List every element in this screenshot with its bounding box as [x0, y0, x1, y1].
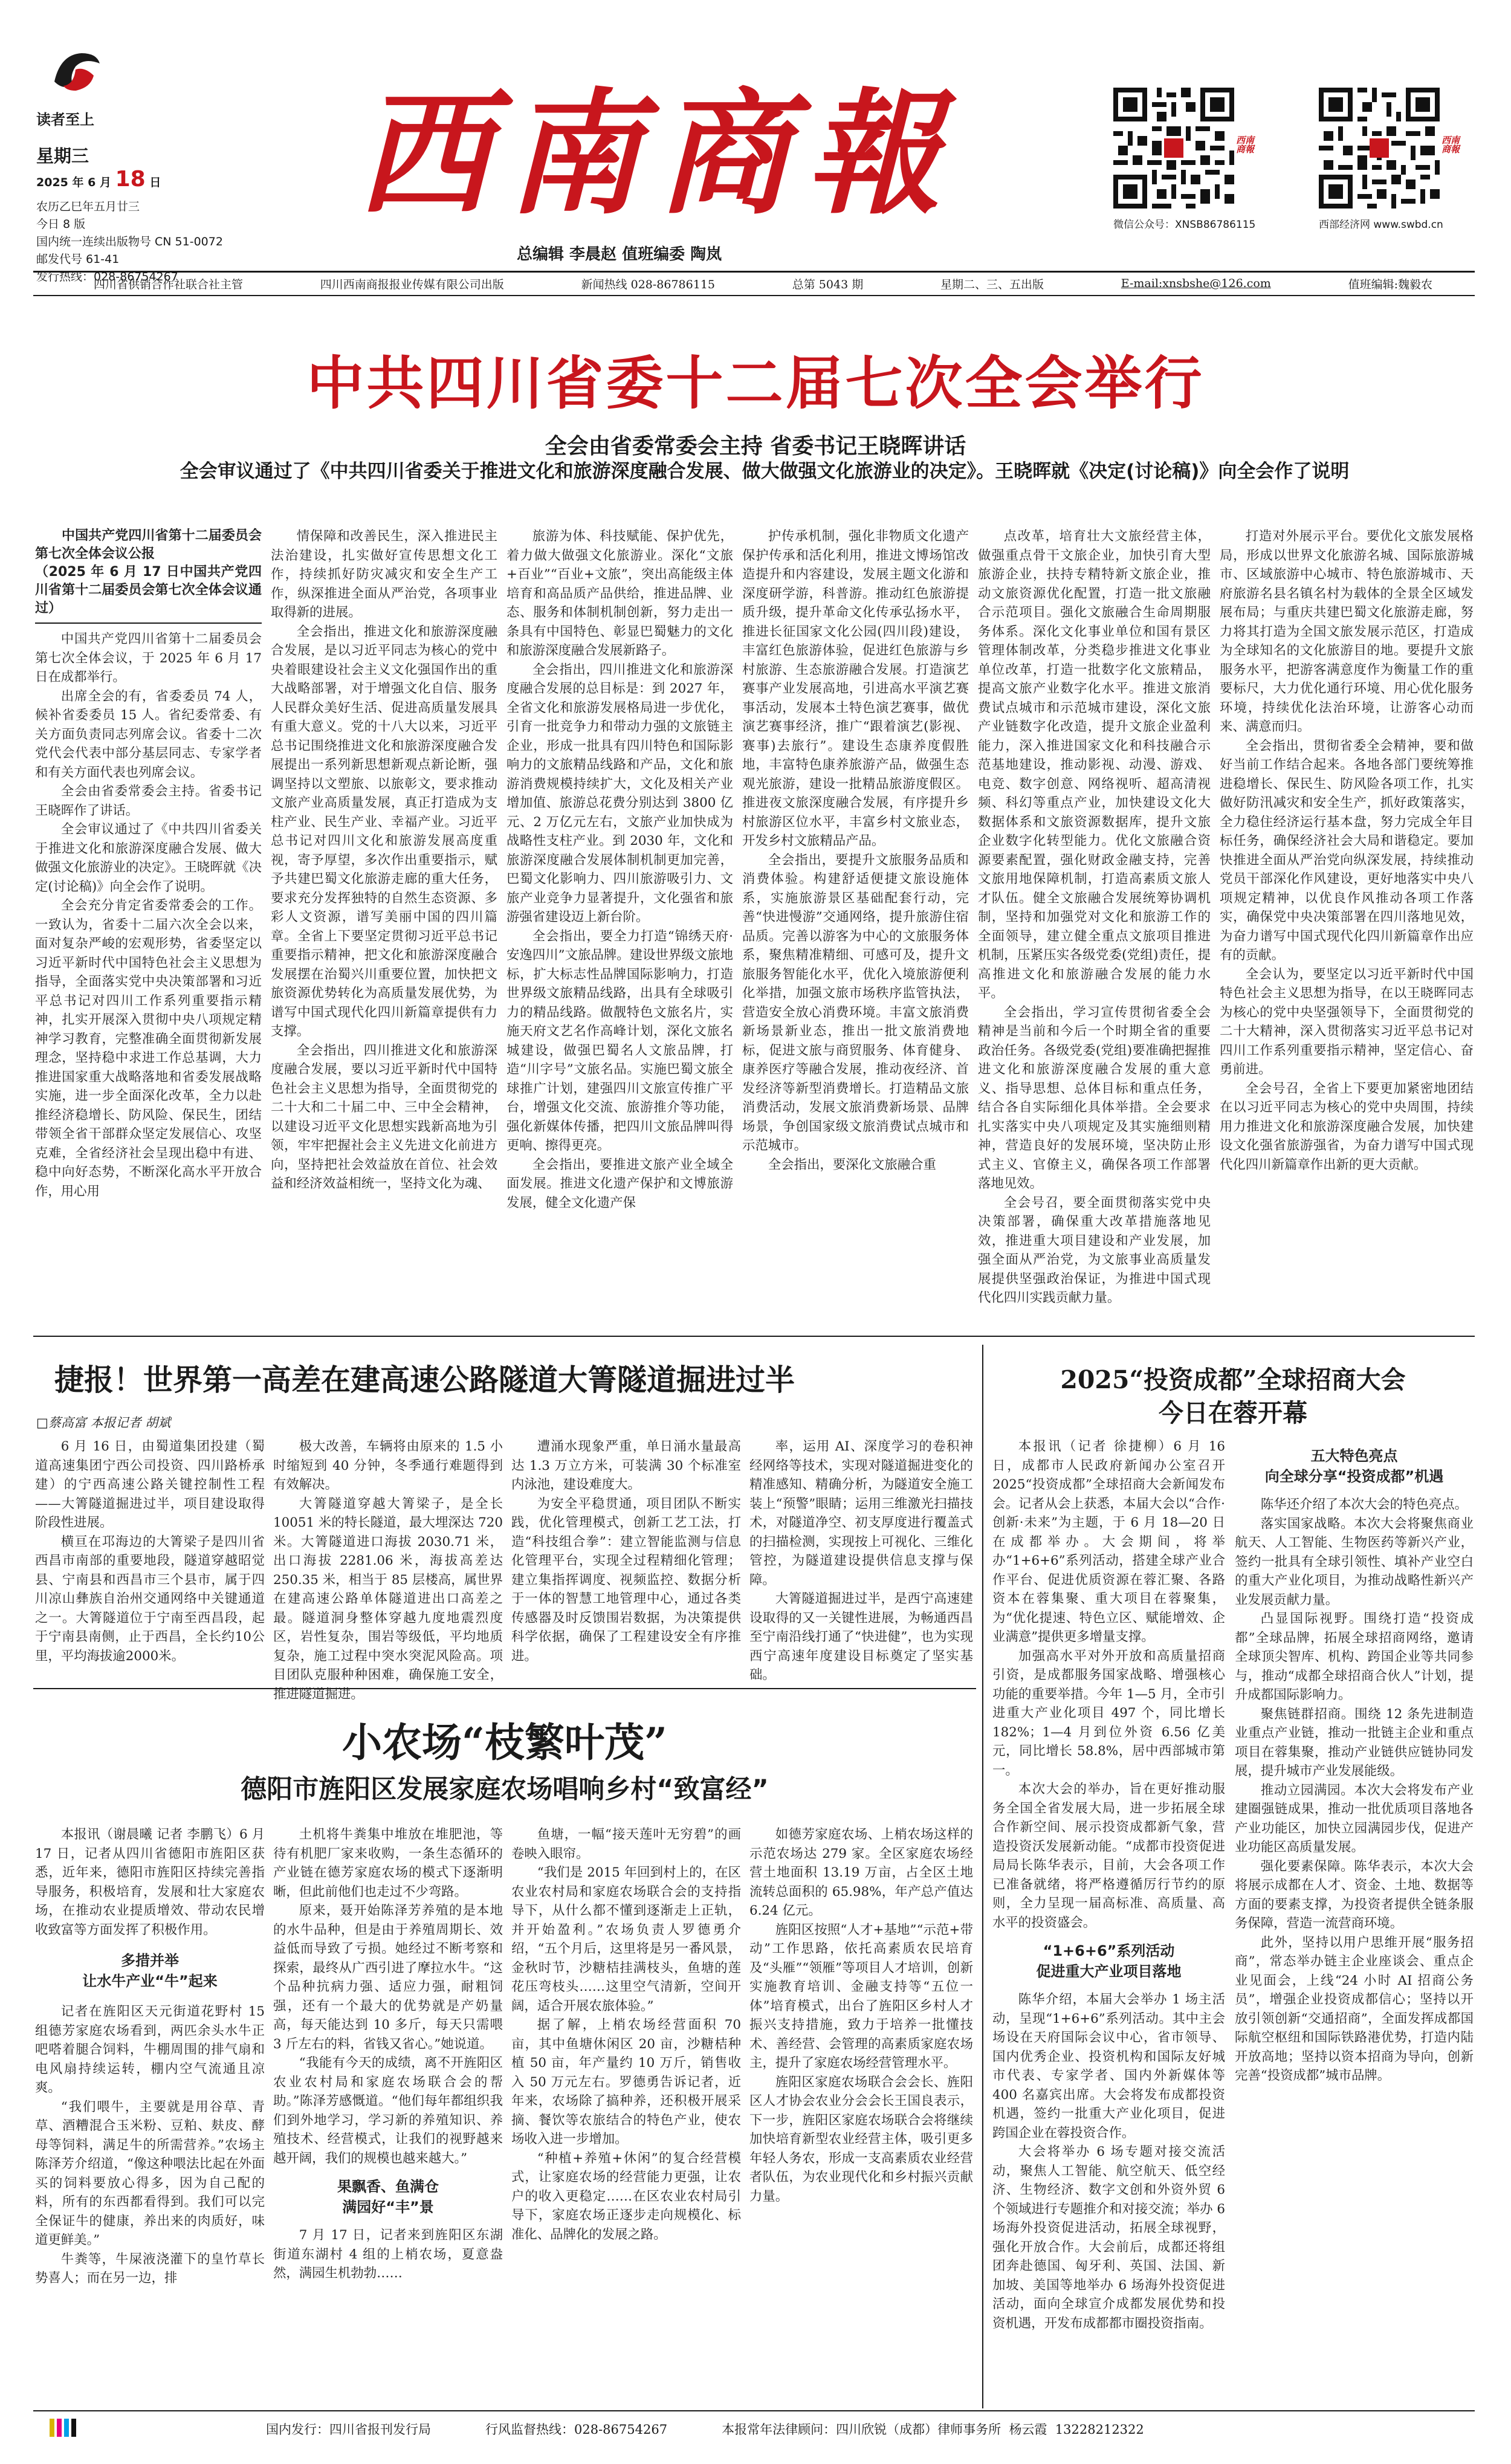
paragraph: 全会指出，要全力打造“锦绣天府·安逸四川”文旅品牌。建设世界级文旅地标，扩大标志性品牌国际影响力，打造世界级文旅精品线路，出具有全球吸引力的精品线路。做靓特色文旅名片，实施天府文艺名作高峰计划，深化文旅名城建设，做强巴蜀名人文旅品牌，打造“川字号”文旅名品。实施巴蜀文旅全球推广计划，建强四川文旅宣传推广平台，增强文化交流、旅游推介等功能，强化新媒体传播，把四川文旅品牌叫得更响、擦得更亮。 — [506, 928, 733, 1153]
paragraph: 横亘在邛海边的大箐梁子是四川省西昌市南部的重要地段，隧道穿越昭觉县、宁南县和西昌市三个县市，属于四川凉山彝族自治州交通网络中关键通道之一。大箐隧道位于宁南至西昌段，起于宁南县南侧，止于西昌，全长约10公里，平均海拔逾2000米。 — [35, 1534, 265, 1664]
invest-subhead-1: “1+6+6”系列活动 — [1043, 1942, 1175, 1959]
issue-date: 2025 年 6 月 18 日 — [36, 167, 161, 192]
gazette-subtitle: （2025 年 6 月 17 日中国共产党四川省第十二届委员会第七次全体会议通过） — [35, 564, 262, 616]
lead-column-5 — [978, 527, 1211, 1331]
tunnel-column-2 — [273, 1437, 503, 1702]
farm-subhead-1: 多措并举 — [121, 1952, 179, 1969]
paragraph: “我们是 2015 年回到村上的，在区农业农村局和家庭农场联合会的支持指导下，从什么都不懂到逐渐走上正轨，并开始盈利。”农场负责人罗德勇介绍，“五个月后，这里将是另一番风景，金秋时节，沙糖桔挂满枝头，鱼塘的莲花压弯枝头……这里空气清新，空间开阔，适合开展农旅体验。” — [511, 1865, 741, 2014]
paragraph: 聚焦链群招商。围绕 12 条先进制造业重点产业链，推动一批链主企业和重点项目在蓉集聚，推动产业链供应链协同发展，提升城市产业发展能级。 — [1235, 1706, 1474, 1779]
paragraph: 7 月 17 日，记者来到旌阳区东湖街道东湖村 4 组的上梢农场，夏意盎然，满园生机勃勃…… — [273, 2228, 503, 2281]
paragraph: 凸显国际视野。围绕打造“投资成都”全球品牌，拓展全球招商网络，邀请全球顶尖智库、机构、跨国企业等共同参与，推动“成都全球招商合伙人”计划，提升成都国际影响力。 — [1235, 1611, 1474, 1702]
farm-column-1 — [35, 1825, 265, 2405]
cn-number: 国内统一连续出版物号 CN 51-0072 — [36, 235, 223, 248]
paragraph: 极大改善，车辆将由原来的 1.5 小时缩短到 40 分钟，冬季通行难题得到有效解决。 — [273, 1439, 503, 1492]
paragraph: “我们喂牛，主要就是用谷草、青草、酒糟混合玉米粉、豆粕、麸皮、酵母等饲料，满足牛的所需营养。”农场主陈泽芳介绍道，“像这种喂法比起在外面买的饲料要放心得多，因为自己配的料，所有的东西都看得到。我们可以完全保证牛的健康，养出来的肉质好，味道更鲜美。” — [35, 2099, 265, 2248]
website-qr-stamp: 西南商報 — [1441, 135, 1460, 155]
logo-icon — [48, 48, 103, 100]
qr-icon — [1319, 88, 1440, 209]
lead-column-4 — [742, 527, 969, 1331]
paragraph: 旌阳区家庭农场联合会会长、旌阳区人才协会农业分会会长王国良表示，下一步，旌阳区家庭农场联合会将继续加快培育新型农业经营主体，吸引更多年轻人务农，形成一支高素质农业经营者队伍，为农业现代化和乡村振兴贡献力量。 — [749, 2074, 973, 2204]
info-news-hotline: 新闻热线 028-86786115 — [581, 277, 715, 291]
invest-subhead-2b: 向全球分享“投资成都”机遇 — [1264, 1468, 1444, 1485]
paragraph: 大会将举办 6 场专题对接交流活动，聚焦人工智能、航空航天、低空经济、生物经济、数字文创和外资外贸 6 个领域进行专题推介和对接交流；举办 6 场海外投资促进活动，拓展全球视野，强化开放合作。大会前后，成都还将组团奔赴德国、匈牙利、英国、法国、新加坡、美国等地举办 6 场海外投资促进活动，面向全球宣介成都发展优势和投资机遇，开发布成都都市圈投资指南。 — [992, 2144, 1225, 2331]
paragraph: 落实国家战略。本次大会将聚焦商业航天、人工智能、生物医药等新兴产业，签约一批具有全球引领性、填补产业空白的重大产业化项目，为推动战略性新兴产业发展贡献力量。 — [1235, 1516, 1474, 1608]
paragraph: 全会指出，学习宣传贯彻省委全会精神是当前和今后一个时期全省的重要政治任务。各级党委(党组)要准确把握推进文化和旅游深度融合发展的重大意义、指导思想、总体目标和重点任务，结合各自实际细化具体举措。全会要求扎实落实中央八项规定及其实施细则精神，营造良好的发展环境，坚决防止形式主义、官僚主义，确保各项工作部署落地见效。 — [978, 1004, 1211, 1191]
tunnel-column-3 — [511, 1437, 741, 1679]
paragraph: 鱼塘，一幅“接天莲叶无穷碧”的画卷映入眼帘。 — [511, 1827, 741, 1861]
paragraph: 全会指出，四川推进文化和旅游深度融合发展的总目标是：到 2027 年，全省文化和旅游发展格局进一步优化，引育一批竞争力和带动力强的文旅链主企业，形成一批具有四川特色和国际影响力的文旅精品线路和产品，文化和旅游消费规模持续扩大，文化及相关产业增加值、旅游总花费分别达到 3800 亿元、2 万亿元左右，文旅产业加快成为战略性支柱产业。到 2030 年，文化和旅游深度融合发展体制机制更加完善，巴蜀文化影响力、四川旅游吸引力、文旅产业竞争力显著提升，文化强省和旅游强省建设迈上新台阶。 — [506, 662, 733, 925]
footer-distribution: 国内发行：四川省报刊发行局 — [266, 2422, 431, 2437]
paragraph: 如德芳家庭农场、上梢农场这样的示范农场达 279 家。全区家庭农场经营土地面积 13.19 万亩，占全区土地流转总面积的 65.98%，年产总产值达 6.24 亿元。 — [749, 1827, 973, 1918]
paragraph: 全会号召，要全面贯彻落实党中央决策部署，确保重大改革措施落地见效，推进重大项目建设和产业发展，加强全面从严治党，为文旅事业高质量发展提供坚强政治保证，为推进中国式现代化四川实践贡献力量。 — [978, 1195, 1211, 1305]
newspaper-logo — [48, 48, 103, 100]
footer-bar — [266, 2420, 1414, 2438]
lead-bottom-rule — [33, 1336, 1475, 1337]
info-email[interactable]: E-mail:xnsbshe@126.com — [1121, 277, 1271, 290]
paragraph: 全会指出，贯彻省委全会精神，要和做好当前工作结合起来。各地各部门要统筹推进稳增长、保民生、防风险各项工作，扎实做好防汛减灾和安全生产，抓好政策落实，全力稳住经济运行基本盘，努力完成全年目标任务，确保经济社会大局和谐稳定。要加快推进全面从严治党向纵深发展，持续推动党员干部深化作风建设，更好地落实中央八项规定精神，以优良作风推动各项工作落实，确保党中央决策部署在四川落地见效，为奋力谱写中国式现代化四川新篇章作出应有的贡献。 — [1220, 738, 1474, 963]
masthead-rule-bottom — [33, 295, 1475, 296]
paragraph: 陈华还介绍了本次大会的特色亮点。 — [1260, 1497, 1468, 1512]
paragraph: 本报讯（记者 徐捷柳）6 月 16 日，成都市人民政府新闻办公室召开 2025“投资成都”全球招商大会新闻发布会。记者从会上获悉，本届大会以“合作·创新·未来”为主题，于 6 月 18—20 日在成都举办。大会期间，将举办“1+6+6”系列活动，搭建全球产业合作平台、促进优质资源在蓉汇聚、各路资本在蓉集聚、重大项目在蓉聚集，为“优化提速、特色立区、赋能增效、企业满意”提供更多增量支撑。 — [992, 1439, 1225, 1644]
paragraph: 全会认为，要坚定以习近平新时代中国特色社会主义思想为指导，在以王晓晖同志为核心的党中央坚强领导下，全面贯彻党的二十大精神，深入贯彻落实习近平总书记对四川工作系列重要指示精神，坚定信心、奋勇前进。 — [1220, 966, 1474, 1077]
footer-rule — [33, 2410, 1475, 2411]
footer-legal-counsel: 本报常年法律顾问：四川欣锐（成都）律师事务所 杨云霞 13228212322 — [722, 2422, 1144, 2437]
gazette-rule — [35, 622, 262, 624]
paragraph: 护传承机制，强化非物质文化遗产保护传承和活化利用，推进文博场馆改造提升和内容建设，发展主题文化游和深度研学游，科普游。推动红色旅游提质升级，提升革命文化传承弘扬水平，推进长征国家文化公园(四川段)建设，丰富红色旅游体验，促进红色旅游与乡村旅游、生态旅游融合发展。打造演艺赛事产业发展高地，引进高水平演艺赛事活动，发展本土特色演艺赛事，做优演艺赛事经济，推广“跟着演艺(影视、赛事)去旅行”。建设生态康养度假胜地，丰富特色康养旅游产品，做强生态观光旅游，建设一批精品旅游度假区。推进夜文旅深度融合发展，有序提升乡村旅游区位水平，丰富乡村文旅业态，开发乡村文旅精品产品。 — [742, 529, 969, 849]
website-qr-caption: 西部经济网 www.swbd.cn — [1319, 219, 1443, 231]
paragraph: 全会指出，要深化文旅融合重 — [768, 1157, 936, 1172]
lead-column-3 — [506, 527, 733, 1331]
tunnel-headline: 捷报！世界第一高差在建高速公路隧道大箐隧道掘进过半 — [54, 1363, 795, 1397]
farm-column-2 — [273, 1825, 503, 2405]
registration-mark — [71, 2419, 76, 2437]
farm-column-3 — [511, 1825, 741, 2405]
paragraph: 全会由省委常委会主持。省委书记王晓晖作了讲话。 — [35, 784, 262, 818]
paragraph: 为安全平稳贯通，项目团队不断实践，优化管理模式，创新工艺工法，打造“科技组合拳”：建立智能监测与信息化管理平台，实现全过程精细化管理；建立集指挥调度、视频监控、数据分析于一体的智慧工地管理中心，通过各类传感器及时反馈围岩数据，为决策提供科学依据，确保了工程建设安全有序推进。 — [511, 1496, 741, 1664]
paragraph: 全会充分肯定省委常委会的工作。一致认为，省委十二届六次全会以来，面对复杂严峻的宏观形势，省委坚定以习近平新时代中国特色社会主义思想为指导，全面落实党中央决策部署和习近平总书记对四川工作系列重要指示精神，扎实开展深入贯彻中央八项规定精神学习教育，完整准确全面贯彻新发展理念，坚持稳中求进工作总基调，大力推进国家重大战略落地和省委发展战略实施，进一步全面深化改革，全力以赴推经济稳增长、防风险、保民生，团结带领全省干部群众坚定发展信心、攻坚克难，全省经济社会呈现出稳中有进、稳中向好态势，不断深化高水平开放合作，用心用 — [35, 898, 262, 1199]
info-duty-editor: 值班编辑:魏毅农 — [1348, 277, 1432, 291]
color-registration-bar — [50, 2419, 76, 2437]
paragraph: 出席全会的有，省委委员 74 人，候补省委委员 15 人。省纪委常委、有关方面负责同志列席会议。省委十二次党代会代表中部分基层同志、专家学者和有关方面代表也列席会议。 — [35, 688, 262, 780]
info-publish-days: 星期二、三、五出版 — [940, 277, 1044, 291]
invest-headline-2: 今日在蓉开幕 — [1159, 1399, 1307, 1428]
paragraph: 加强高水平对外开放和高质量招商引资，是成都服务国家战略、增强核心功能的重要举措。今年 1—5 月，全市引进重大产业化项目 497 个，同比增长 182%；1—4 月到位外资 6.56 亿美元，同比增长 58.8%，居中西部城市第一。 — [992, 1648, 1225, 1778]
section-divider — [982, 1345, 983, 2408]
lead-subhead: 全会由省委常委会主持 省委书记王晓晖讲话 — [545, 434, 966, 459]
paragraph: 遭涌水现象严重，单日涌水量最高达 1.3 万立方米，可装满 30 个标准室内泳池，建设难度大。 — [511, 1439, 741, 1492]
paragraph: 率，运用 AI、深度学习的卷积神经网络等技术，实现对隧道掘进变化的精准感知、精确分析，为隧道安全施工装上“预警”眼睛；运用三维激光扫描技术，对隧道净空、初支厚度进行覆盖式的扫描检测，实现按上可视化、三维化管控，为隧道建设提供信息支撑与保障。 — [749, 1439, 973, 1588]
paragraph: 全会指出，四川推进文化和旅游深度融合发展，要以习近平新时代中国特色社会主义思想为指导，全面贯彻党的二十大和二十届二中、三中全会精神，以建设习近平文化思想实践新高地为引领，牢牢把握社会主义先进文化前进方向，坚持把社会效益放在首位、社会效益和经济效益相统一，坚持文化为魂、 — [271, 1043, 497, 1191]
paragraph: 本报讯（谢晨曦 记者 李鹏飞）6 月 17 日，记者从四川省德阳市旌阳区获悉，近年来，德阳市旌阳区持续完善指导服务，积极培育，发展和壮大家庭农场，在推动农业提质增效、带动农民增收致富等方面发挥了积极作用。 — [35, 1827, 265, 1938]
invest-subhead-1b: 促进重大产业项目落地 — [1036, 1963, 1182, 1980]
paragraph: 陈华介绍，本届大会举办 1 场主活动，呈现“1+6+6”系列活动。其中主会场设在天府国际会议中心，省市领导、国内优秀企业、投资机构和国际友好城市代表、专家学者、国内外新媒体等 400 名嘉宾出席。大会将发布成都投资机遇，签约一批重大产业化项目，促进跨国企业在蓉投资合作。 — [992, 1992, 1225, 2141]
farm-headline: 小农场“枝繁叶茂” — [342, 1719, 667, 1766]
wechat-qr-stamp: 西南商報 — [1236, 135, 1255, 155]
slogan: 读者至上 — [36, 111, 94, 128]
lunar-date: 农历乙巳年五月廿三 — [36, 200, 140, 213]
invest-subhead-2: 五大特色亮点 — [1310, 1447, 1398, 1464]
wechat-qr-caption: 微信公众号：XNSB86786115 — [1113, 219, 1256, 231]
qr-icon — [1113, 88, 1234, 209]
website-qr-code — [1319, 88, 1440, 209]
paragraph: 情保障和改善民生，深入推进民主法治建设，扎实做好宣传思想文化工作，持续抓好防灾减灾和安全生产工作，纵深推进全面从严治党，各项事业取得新的进展。 — [271, 529, 497, 620]
gazette-title: 中国共产党四川省第十二届委员会第七次全体会议公报 — [35, 528, 262, 561]
registration-mark — [57, 2419, 62, 2437]
farm-subhead-1b: 让水牛产业“牛”起来 — [82, 1973, 218, 1990]
paragraph: 原来，聂开始陈泽芳养殖的是本地的水牛品种，但是由于养殖周期长、效益低而导致了亏损。她经过不断考察和探索，最终从广西引进了摩拉水牛。“这个品种抗病力强、适应力强，耐粗饲强，还有一个最大的优势就是产奶量高，每天能达到 10 多斤，每天只需喂 3 斤左右的料，省钱又省心。”她说道。 — [273, 1903, 503, 2052]
paragraph: 中国共产党四川省第十二届委员会第七次全体会议，于 2025 年 6 月 17 日在成都举行。 — [35, 632, 262, 685]
paragraph: 大箐隧道穿越大箐梁子，是全长 10051 米的特长隧道，最大埋深达 720 米。大箐隧道进口海拔 2030.71 米，出口海拔 2281.06 米，海拔高差达 250.35 米，相当于 85 层楼高，属世界在建高速公路单体隧道进出口高差之最。隧道洞身整体穿越九度地震烈度区，岩性复杂，围岩等级低，平均地质复杂，施工过程中突水突泥风险高。项目团队克服种种困难，确保施工安全，推进隧道掘进。 — [273, 1496, 503, 1702]
paragraph: 推动立园满园。本次大会将发布产业建圈强链成果，推动一批优质项目落地各产业功能区，加快立园满园步伐，促进产业功能区高质量发展。 — [1235, 1782, 1474, 1855]
page-count: 今日 8 版 — [36, 218, 86, 231]
paragraph: 土机将牛粪集中堆放在堆肥池，等待有机肥厂家来收购，一条生态循环的产业链在德芳家庭农场的模式下逐渐明晰，但此前他们也走过不少弯路。 — [273, 1827, 503, 1900]
invest-column-1 — [992, 1437, 1225, 2404]
registration-mark — [50, 2419, 54, 2437]
tunnel-byline: □蔡高富 本报记者 胡斌 — [36, 1415, 171, 1430]
paragraph: 全会审议通过了《中共四川省委关于推进文化和旅游深度融合发展、做大做强文化旅游业的决定》。王晓晖就《决定(讨论稿)》向全会作了说明。 — [35, 822, 262, 894]
editors-line: 总编辑 李晨赵 值班编委 陶岚 — [517, 245, 722, 264]
paragraph: 大箐隧道掘进过半，是西宁高速建设取得的又一关键性进展，为畅通西昌至宁南沿线打通了“快进健”，也为实现西宁高速年度建设目标奠定了坚实基础。 — [749, 1591, 973, 1683]
paragraph: 点改革，培育壮大文旅经营主体，做强重点骨干文旅企业，加快引育大型旅游企业，扶持专精特新文旅企业，推动文旅资源优化配置，打造一批文旅融合示范项目。强化文旅融合生命周期服务体系。深化文化事业单位和国有景区管理体制改革，分类稳步推进文化事业单位改革，打造一批数字化文旅精品，提高文旅产业数字化水平。推进文旅消费试点城市和示范城市建设，深化文旅产业链数字化改造，提升文旅企业盈利能力，深入推进国家文化和科技融合示范基地建设，推动影视、动漫、游戏、电竞、数字创意、网络视听、超高清视频、科幻等重点产业，加快建设文化大数据体系和文旅资源数据库，提升文旅企业数字化转型能力。优化文旅融合资源要素配置，强化财政金融支持，完善文旅用地保障机制，打造高素质文旅人才队伍。健全文旅融合发展统筹协调机制，坚持和加强党对文化和旅游工作的全面领导，建立健全重点文旅项目推进机制，压紧压实各级党委(党组)责任，提高推进文化和旅游融合发展的能力水平。 — [978, 529, 1211, 1001]
lead-deck: 全会审议通过了《中共四川省委关于推进文化和旅游深度融合发展、做大做强文化旅游业的决定》。王晓晖就《决定(讨论稿)》向全会作了说明 — [180, 461, 1350, 482]
hotline: 发行热线：028-86754267 — [36, 270, 178, 283]
paragraph: 全会指出，要提升文旅服务品质和消费体验。构建舒适便捷文旅设施体系，实施旅游景区基础配套行动，完善“快进慢游”交通网络，提升旅游住宿品质。完善以游客为中心的文旅服务体系，聚焦精准精细、可感可及，提升文旅服务智能化水平，优化入境旅游便利化举措，加强文旅市场秩序监管执法，营造安全放心消费环境。丰富文旅消费新场景新业态，推出一批文旅消费地标，促进文旅与商贸服务、体育健身、康养医疗等融合发展，推动夜经济、首发经济等新型消费增长。打造精品文旅消费活动，发展文旅消费新场景、品牌场景，争创国家级文旅消费试点城市和示范城市。 — [742, 852, 969, 1153]
paragraph: 全会指出，推进文化和旅游深度融合发展，是以习近平同志为核心的党中央着眼建设社会主义文化强国作出的重大战略部署，对于增强文化自信、服务人民群众美好生活、促进高质量发展具有重大意义。党的十八大以来，习近平总书记围绕推进文化和旅游深度融合发展提出一系列新思想新观点新论断，强调坚持以文塑旅、以旅彰文，要求推动文旅产业高质量发展，真正打造成为支柱产业、民生产业、幸福产业。习近平总书记对四川文化和旅游发展高度重视，寄予厚望，多次作出重要指示，赋予共建巴蜀文化旅游走廊的重大任务，要求充分发挥独特的自然生态资源、多彩人文资源，谱写美丽中国的四川篇章。全省上下要坚定贯彻习近平总书记重要指示精神，把文化和旅游深度融合发展摆在治蜀兴川重要位置，加快把文旅资源优势转化为高质量发展优势，为谱写中国式现代化四川新篇章提供有力支撑。 — [271, 624, 497, 1039]
footer-supervision-hotline: 行风监督热线：028-86754267 — [485, 2422, 668, 2437]
paragraph: “种植+养殖+休闲”的复合经营模式，让家庭农场的经营能力更强，让农户的收入更稳定……在区农业农村局引导下，家庭农场正逐步走向规模化、标准化、品牌化的发展之路。 — [511, 2150, 741, 2242]
paragraph: 强化要素保障。陈华表示，本次大会将展示成都在人才、资金、土地、数据等方面的要素支撑，为投资者提供全链条服务保障，营造一流营商环境。 — [1235, 1858, 1474, 1931]
paragraph: 6 月 16 日，由蜀道集团投建（蜀道高速集团宁西公司投资、四川路桥承建）的宁西高速公路关键控制性工程——大箐隧道掘进过半，项目建设取得阶段性进展。 — [35, 1439, 265, 1530]
paragraph: 牛粪等，牛屎液浇灌下的皇竹草长势喜人；而在另一边，排 — [35, 2251, 265, 2286]
paragraph: 据了解，上梢农场经营面积 70 亩，其中鱼塘休闲区 20 亩，沙糖桔种植 50 亩，年产量约 10 万斤，销售收入 50 万元左右。罗德勇告诉记者，近年来，农场除了搞种养，还积极开展采摘、餐饮等农旅结合的特色产业，使农场收入进一步增加。 — [511, 2017, 741, 2147]
postal-code: 邮发代号 61-41 — [36, 253, 120, 266]
lead-column-2 — [271, 527, 497, 1331]
invest-headline-1: 2025“投资成都”全球招商大会 — [1060, 1365, 1406, 1394]
lead-column-1 — [35, 527, 262, 1331]
tunnel-column-1 — [35, 1437, 265, 1679]
paragraph: 本次大会的举办，旨在更好推动服务全国全省发展大局，进一步拓展全球合作新空间、展示投资成都新气象，营造投资沃发展新动能。“成都市投资促进局局长陈华表示，目前，大会各项工作已准备就绪，将严格遵循厉行节约的原则，全力呈现一届高标准、高质量、高水平的投资盛会。 — [992, 1782, 1225, 1930]
paragraph: 旌阳区按照“人才+基地”“示范+带动”工作思路，依托高素质农民培育及“头雁”“领雁”等项目人才培训，创新实施教育培训、金融支持等“五位一体”培育模式，出台了旌阳区乡村人才振兴支持措施，致力于培养一批懂技术、善经营、会管理的高素质家庭农场主，提升了家庭农场经营管理水平。 — [749, 1922, 973, 2071]
paragraph: “我能有今天的成绩，离不开旌阳区农业农村局和家庭农场联合会的帮助。”陈泽芳感慨道。“他们每年都组织我们到外地学习，学习新的养殖知识、养殖技术、经营模式，让我们的视野越来越开阔，我们的规模也越来越大。” — [273, 2055, 503, 2166]
farm-subhead-2: 果飘香、鱼满仓 — [337, 2178, 439, 2195]
wechat-qr-code — [1113, 88, 1234, 209]
paragraph: 打造对外展示平台。要优化文旅发展格局，形成以世界文化旅游名城、国际旅游城市、区域旅游中心城市、特色旅游城市、天府旅游名县名镇名村为载体的全景全区域发展布局；与重庆共建巴蜀文化旅游走廊，努力将其打造为全国文旅发展示范区，打造成为全球知名的文化旅游目的地。要提升文旅服务水平，把游客满意度作为衡量工作的重要标尺，大力优化通行环境、用心优化服务环境，持续优化法治环境，让游客心动而来、满意而归。 — [1220, 529, 1474, 734]
farm-subhead: 德阳市旌阳区发展家庭农场唱响乡村“致富经” — [241, 1774, 769, 1805]
lead-headline: 中共四川省委十二届七次全会举行 — [306, 351, 1205, 417]
invest-column-2 — [1235, 1437, 1474, 2404]
paragraph: 全会号召，全省上下要更加紧密地团结在以习近平同志为核心的党中央周围，持续用力推进文化和旅游深度融合发展，加快建设文化强省旅游强省，为奋力谱写中国式现代化四川新篇章作出新的更大贡献。 — [1220, 1081, 1474, 1172]
farm-subhead-2b: 满园好“丰”景 — [342, 2199, 434, 2216]
paragraph: 全会指出，要推进文旅产业全域全面发展。推进文化遗产保护和文博旅游发展，健全文化遗产保 — [506, 1157, 733, 1211]
registration-mark — [64, 2419, 69, 2437]
paragraph: 记者在旌阳区天元街道花野村 15 组德芳家庭农场看到，两匹余头水牛正吧嗒着腿合饲料，牛棚周围的排气扇和电风扇持续运转，棚内空气流通且凉爽。 — [35, 2004, 265, 2095]
masthead-title: 西南商報 — [357, 76, 956, 233]
info-issue-number: 总第 5043 期 — [792, 277, 864, 291]
weekday: 星期三 — [36, 146, 89, 166]
lead-column-6 — [1220, 527, 1474, 1331]
info-publisher: 四川西南商报报业传媒有限公司出版 — [320, 277, 504, 291]
info-supervisor: 四川省供销合作社联合社主管 — [94, 277, 244, 291]
tunnel-bottom-rule — [33, 1688, 976, 1689]
paragraph: 此外，坚持以用户思维开展“服务招商”，常态举办链主企业座谈会、重点企业见面会，上线“24 小时 AI 招商公务员”，增强企业投资成都信心；坚持以开放引领创新“交通招商”，全面发挥成都国际航空枢纽和国际铁路港优势，打造内陆开放高地；坚持以资本招商为导向，创新完善“投资成都”城市品牌。 — [1235, 1935, 1474, 2083]
paragraph: 旅游为体、科技赋能、保护优先，着力做大做强文化旅游业。深化“文旅+百业”“百业+文旅”，突出高能级主体培育和高品质产品供给，推进品牌、业态、服务和体制机制创新，努力走出一条具有中国特色、彰显巴蜀魅力的文化和旅游深度融合发展新路子。 — [506, 529, 733, 658]
farm-column-4 — [749, 1825, 973, 2405]
tunnel-column-4 — [749, 1437, 973, 1683]
info-bar — [33, 273, 1475, 294]
